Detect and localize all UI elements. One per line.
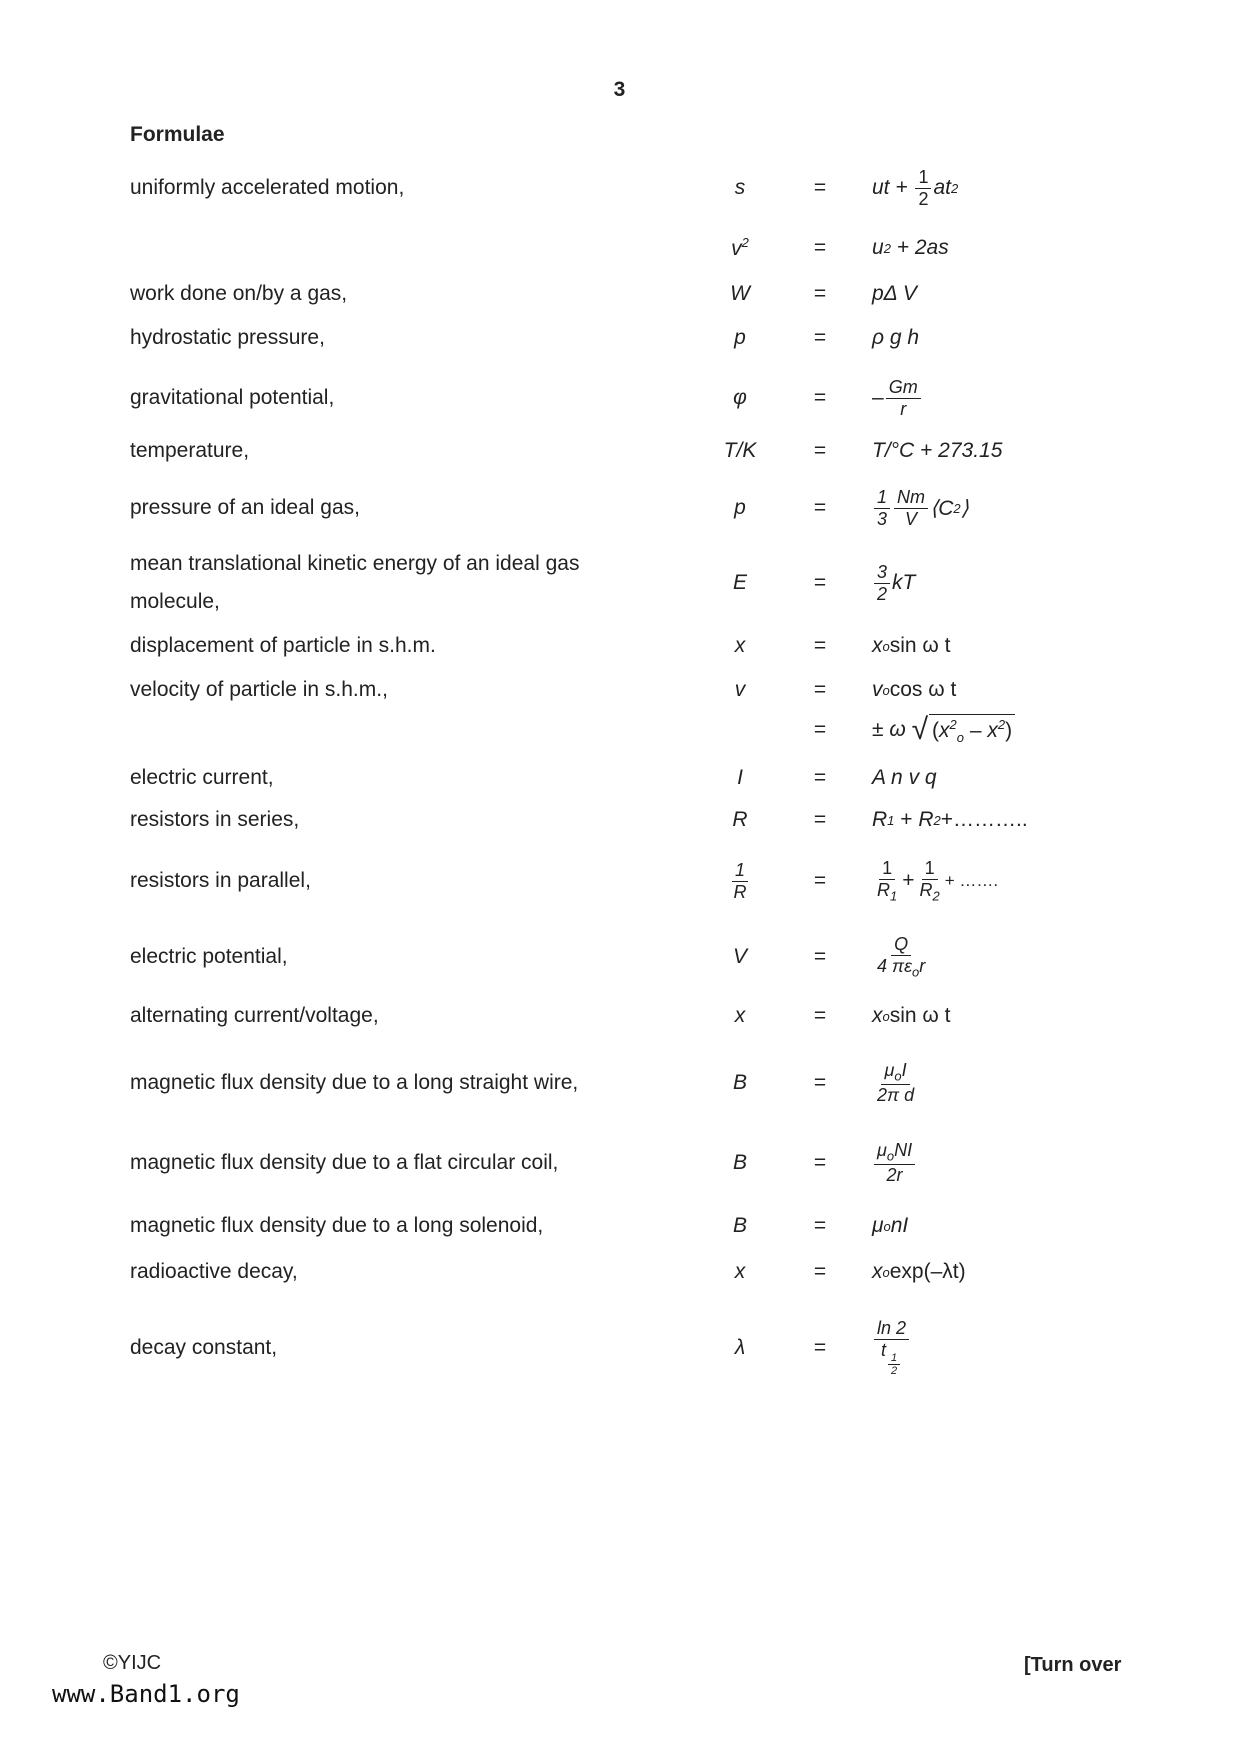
formula-symbol: p bbox=[734, 496, 746, 519]
formula-label: electric potential, bbox=[130, 945, 288, 969]
copyright-text: ©YIJC bbox=[103, 1652, 162, 1674]
equals-sign: = bbox=[813, 1214, 827, 1237]
formula-symbol bbox=[700, 860, 780, 902]
fraction-denominator: R bbox=[877, 879, 890, 900]
expr-term: x bbox=[872, 1004, 883, 1027]
formula-expression: pΔ V bbox=[872, 282, 917, 305]
formula-row bbox=[0, 545, 1239, 621]
fraction bbox=[874, 1140, 915, 1186]
expr-term: nI bbox=[890, 1214, 909, 1237]
expr-term: +……….. bbox=[940, 808, 1028, 831]
formula-symbol: E bbox=[732, 571, 747, 594]
fraction-denominator: R bbox=[919, 879, 933, 900]
expr-term: ⟨C bbox=[930, 496, 954, 520]
superscript: 2 bbox=[741, 235, 749, 250]
formula-symbol: x bbox=[734, 1004, 746, 1027]
formula-row bbox=[0, 672, 1239, 708]
formula-label: resistors in parallel, bbox=[130, 869, 311, 893]
formula-expression bbox=[872, 487, 969, 529]
fraction-denominator: 2 bbox=[918, 188, 929, 209]
expr-term: ± ω bbox=[872, 718, 906, 741]
equals-sign: = bbox=[813, 176, 827, 199]
formula-label: gravitational potential, bbox=[130, 386, 335, 410]
expr-term: at bbox=[933, 176, 951, 199]
formula-symbol: x bbox=[734, 1260, 746, 1283]
formula-expression: A n v q bbox=[872, 766, 937, 789]
radicand: $(x^2_o - x^2)$ bbox=[929, 714, 1015, 745]
fraction-denominator: 2 bbox=[890, 1365, 898, 1378]
fraction bbox=[886, 377, 921, 419]
subscript: o bbox=[882, 638, 890, 654]
formula-row bbox=[0, 1208, 1239, 1244]
formula-row bbox=[0, 1052, 1239, 1114]
formula-symbol: φ bbox=[733, 386, 747, 409]
equals-sign: = bbox=[813, 236, 827, 259]
formula-row bbox=[0, 1132, 1239, 1194]
expr-term: ⟩ bbox=[960, 496, 969, 520]
formula-expression: ρ g h bbox=[872, 326, 920, 349]
formula-expression bbox=[872, 1140, 917, 1186]
formula-expression bbox=[872, 934, 930, 980]
formula-label: temperature, bbox=[130, 439, 250, 463]
expr-term: x bbox=[872, 1260, 883, 1283]
equals-sign: = bbox=[813, 439, 827, 462]
fraction-numerator: 1 bbox=[888, 1352, 900, 1366]
formula-expression bbox=[872, 634, 950, 658]
formula-expression bbox=[872, 808, 1028, 832]
fraction-numerator: 1 bbox=[879, 858, 895, 880]
formula-label: alternating current/voltage, bbox=[130, 1004, 379, 1028]
equals-sign: = bbox=[813, 945, 827, 968]
fraction-denominator: t bbox=[880, 1339, 886, 1360]
equals-sign: = bbox=[813, 808, 827, 831]
formula-symbol: p bbox=[734, 326, 746, 349]
fraction bbox=[874, 562, 890, 604]
fraction-denominator: R bbox=[733, 881, 747, 902]
fraction bbox=[917, 858, 943, 904]
formula-row bbox=[0, 230, 1239, 266]
equals-sign: = bbox=[813, 766, 827, 789]
fraction bbox=[894, 487, 928, 529]
expr-term: exp(–λt) bbox=[889, 1260, 966, 1283]
expr-term: r bbox=[919, 955, 926, 976]
equals-sign: = bbox=[813, 678, 827, 701]
subscript: o bbox=[882, 682, 890, 698]
formula-expression bbox=[872, 678, 956, 702]
formula-expression bbox=[872, 1260, 966, 1284]
formula-label: decay constant, bbox=[130, 1336, 278, 1360]
formula-row bbox=[0, 160, 1239, 216]
subscript: 1 bbox=[890, 888, 898, 904]
subscript: o bbox=[883, 1218, 891, 1234]
formula-row bbox=[0, 628, 1239, 664]
fraction-numerator: 1 bbox=[732, 860, 748, 882]
subscript: 1 bbox=[887, 812, 895, 828]
formula-expression: T/°C + 273.15 bbox=[872, 439, 1003, 462]
fraction bbox=[874, 858, 900, 904]
formula-row bbox=[0, 802, 1239, 838]
subscript: 2 bbox=[933, 812, 941, 828]
formula-label: radioactive decay, bbox=[130, 1260, 298, 1284]
square-root bbox=[912, 714, 1016, 745]
fraction-denominator: 4 πε bbox=[877, 955, 912, 976]
formula-row bbox=[0, 370, 1239, 426]
expr-term: kT bbox=[892, 571, 916, 594]
equals-sign: = bbox=[813, 1071, 827, 1094]
formula-symbol: B bbox=[732, 1214, 747, 1237]
minus-sign: – bbox=[969, 719, 982, 743]
formula-row bbox=[0, 848, 1239, 914]
formula-row bbox=[0, 1254, 1239, 1290]
expr-term: + 2as bbox=[896, 236, 949, 259]
formula-symbol: s bbox=[734, 176, 746, 199]
superscript: 2 bbox=[997, 717, 1006, 733]
minus-sign: – bbox=[872, 386, 884, 409]
formula-expression bbox=[872, 1214, 908, 1238]
equals-sign: = bbox=[813, 282, 827, 305]
symbol-base: v bbox=[731, 237, 742, 260]
fraction bbox=[874, 934, 928, 980]
formula-symbol: λ bbox=[734, 1336, 746, 1359]
expr-term: I bbox=[901, 1059, 907, 1080]
equals-sign: = bbox=[813, 496, 827, 519]
formula-expression bbox=[872, 714, 1015, 745]
formula-label: mean translational kinetic energy of an ideal gas molecule, bbox=[130, 552, 580, 613]
formula-symbol: v bbox=[734, 678, 746, 701]
expr-term: sin ω t bbox=[889, 1004, 951, 1027]
fraction-denominator: V bbox=[905, 508, 918, 529]
fraction-numerator: 1 bbox=[922, 858, 938, 880]
subscript: o bbox=[894, 1068, 902, 1084]
expr-term: sin ω t bbox=[889, 634, 951, 657]
equals-sign: = bbox=[813, 571, 827, 594]
formula-row bbox=[0, 1310, 1239, 1386]
expr-term: x bbox=[872, 634, 883, 657]
equals-sign: = bbox=[813, 1151, 827, 1174]
formula-label: velocity of particle in s.h.m., bbox=[130, 678, 388, 702]
formula-label: hydrostatic pressure, bbox=[130, 326, 325, 350]
subscript: o bbox=[886, 1148, 895, 1164]
subscript: o bbox=[882, 1008, 890, 1024]
fraction-denominator: 2 bbox=[877, 583, 888, 604]
fraction-denominator: r bbox=[900, 398, 907, 419]
plus-sign: + bbox=[902, 869, 915, 892]
superscript: 2 bbox=[953, 500, 961, 516]
plus-sign: + bbox=[900, 808, 913, 831]
formula-label: magnetic flux density due to a long straight wire, bbox=[130, 1071, 579, 1095]
formula-symbol: B bbox=[732, 1151, 747, 1174]
formula-label: pressure of an ideal gas, bbox=[130, 496, 360, 520]
fraction-numerator: 1 bbox=[874, 487, 890, 509]
formula-symbol: I bbox=[737, 766, 743, 789]
equals-sign: = bbox=[813, 1260, 827, 1283]
formula-symbol bbox=[700, 235, 780, 261]
formula-symbol: W bbox=[730, 282, 750, 305]
expr-term: cos ω t bbox=[889, 678, 957, 701]
fraction-numerator: μ bbox=[877, 1139, 887, 1160]
superscript: 2 bbox=[951, 180, 959, 196]
formula-label: magnetic flux density due to a long solenoid, bbox=[130, 1214, 544, 1238]
formula-symbol: T/K bbox=[723, 439, 757, 462]
subscript: o bbox=[956, 730, 964, 746]
fraction bbox=[731, 860, 750, 902]
formula-expression bbox=[872, 1060, 919, 1106]
formula-row bbox=[0, 998, 1239, 1034]
expr-term: R bbox=[918, 808, 934, 831]
fraction-numerator: Q bbox=[891, 934, 911, 956]
fraction bbox=[915, 167, 931, 209]
half-subscript bbox=[888, 1352, 900, 1378]
fraction-denominator: 2r bbox=[886, 1165, 903, 1186]
formula-row bbox=[0, 480, 1239, 536]
section-heading: Formulae bbox=[130, 123, 225, 146]
fraction-numerator: ln 2 bbox=[874, 1318, 909, 1340]
expr-term: x bbox=[939, 719, 950, 743]
turn-over-text: [Turn over bbox=[1024, 1654, 1122, 1676]
expr-term: x bbox=[987, 719, 998, 743]
formula-label: magnetic flux density due to a flat circular coil, bbox=[130, 1151, 559, 1175]
fraction bbox=[874, 487, 890, 529]
fraction-numerator: Gm bbox=[886, 377, 921, 399]
fraction-numerator: Nm bbox=[894, 487, 928, 509]
formula-expression bbox=[872, 236, 949, 260]
subscript: o bbox=[911, 964, 920, 980]
fraction-denominator: 3 bbox=[877, 508, 888, 529]
equals-sign: = bbox=[813, 386, 827, 409]
formula-row bbox=[0, 708, 1239, 752]
page-number: 3 bbox=[613, 78, 626, 101]
fraction bbox=[874, 1060, 917, 1106]
formula-expression bbox=[872, 1004, 950, 1028]
formula-expression bbox=[872, 167, 958, 209]
fraction-numerator: 3 bbox=[874, 562, 890, 584]
equals-sign: = bbox=[813, 1004, 827, 1027]
formula-label: work done on/by a gas, bbox=[130, 282, 348, 306]
expr-term: + ……. bbox=[944, 871, 999, 890]
expr-term: u bbox=[872, 236, 884, 259]
formula-label: electric current, bbox=[130, 766, 274, 790]
expr-term: R bbox=[872, 808, 888, 831]
fraction-numerator: μ bbox=[884, 1059, 895, 1080]
fraction-denominator: 2π d bbox=[877, 1085, 915, 1106]
fraction bbox=[874, 1318, 909, 1378]
subscript: 2 bbox=[932, 888, 940, 904]
formula-symbol: R bbox=[732, 808, 748, 831]
formula-symbol: V bbox=[732, 945, 747, 968]
expr-term: v bbox=[872, 678, 883, 701]
formula-expression bbox=[872, 562, 915, 604]
formula-label: resistors in series, bbox=[130, 808, 300, 832]
fraction-numerator: 1 bbox=[915, 167, 931, 189]
expr-term: ut + bbox=[872, 176, 908, 199]
equals-sign: = bbox=[813, 326, 827, 349]
equals-sign: = bbox=[813, 869, 827, 892]
equals-sign: = bbox=[813, 1336, 827, 1359]
formula-symbol: B bbox=[732, 1071, 747, 1094]
formula-row bbox=[0, 926, 1239, 988]
equals-sign: = bbox=[813, 634, 827, 657]
formula-row bbox=[0, 433, 1239, 469]
formula-label: uniformly accelerated motion, bbox=[130, 176, 405, 200]
formula-row bbox=[0, 760, 1239, 796]
expr-term: NI bbox=[894, 1139, 913, 1160]
radical-sign: √ bbox=[911, 713, 929, 746]
formula-expression bbox=[872, 858, 998, 904]
equals-sign: = bbox=[813, 718, 827, 741]
superscript: 2 bbox=[949, 717, 957, 733]
watermark-url: www.Band1.org bbox=[52, 1680, 240, 1708]
formula-expression bbox=[872, 377, 923, 419]
formula-expression bbox=[872, 1318, 911, 1378]
subscript: o bbox=[882, 1264, 890, 1280]
formula-symbol: x bbox=[734, 634, 746, 657]
formula-label: displacement of particle in s.h.m. bbox=[130, 634, 436, 658]
formula-row bbox=[0, 276, 1239, 312]
superscript: 2 bbox=[883, 240, 891, 256]
expr-term: μ bbox=[872, 1214, 884, 1237]
formula-row bbox=[0, 320, 1239, 356]
